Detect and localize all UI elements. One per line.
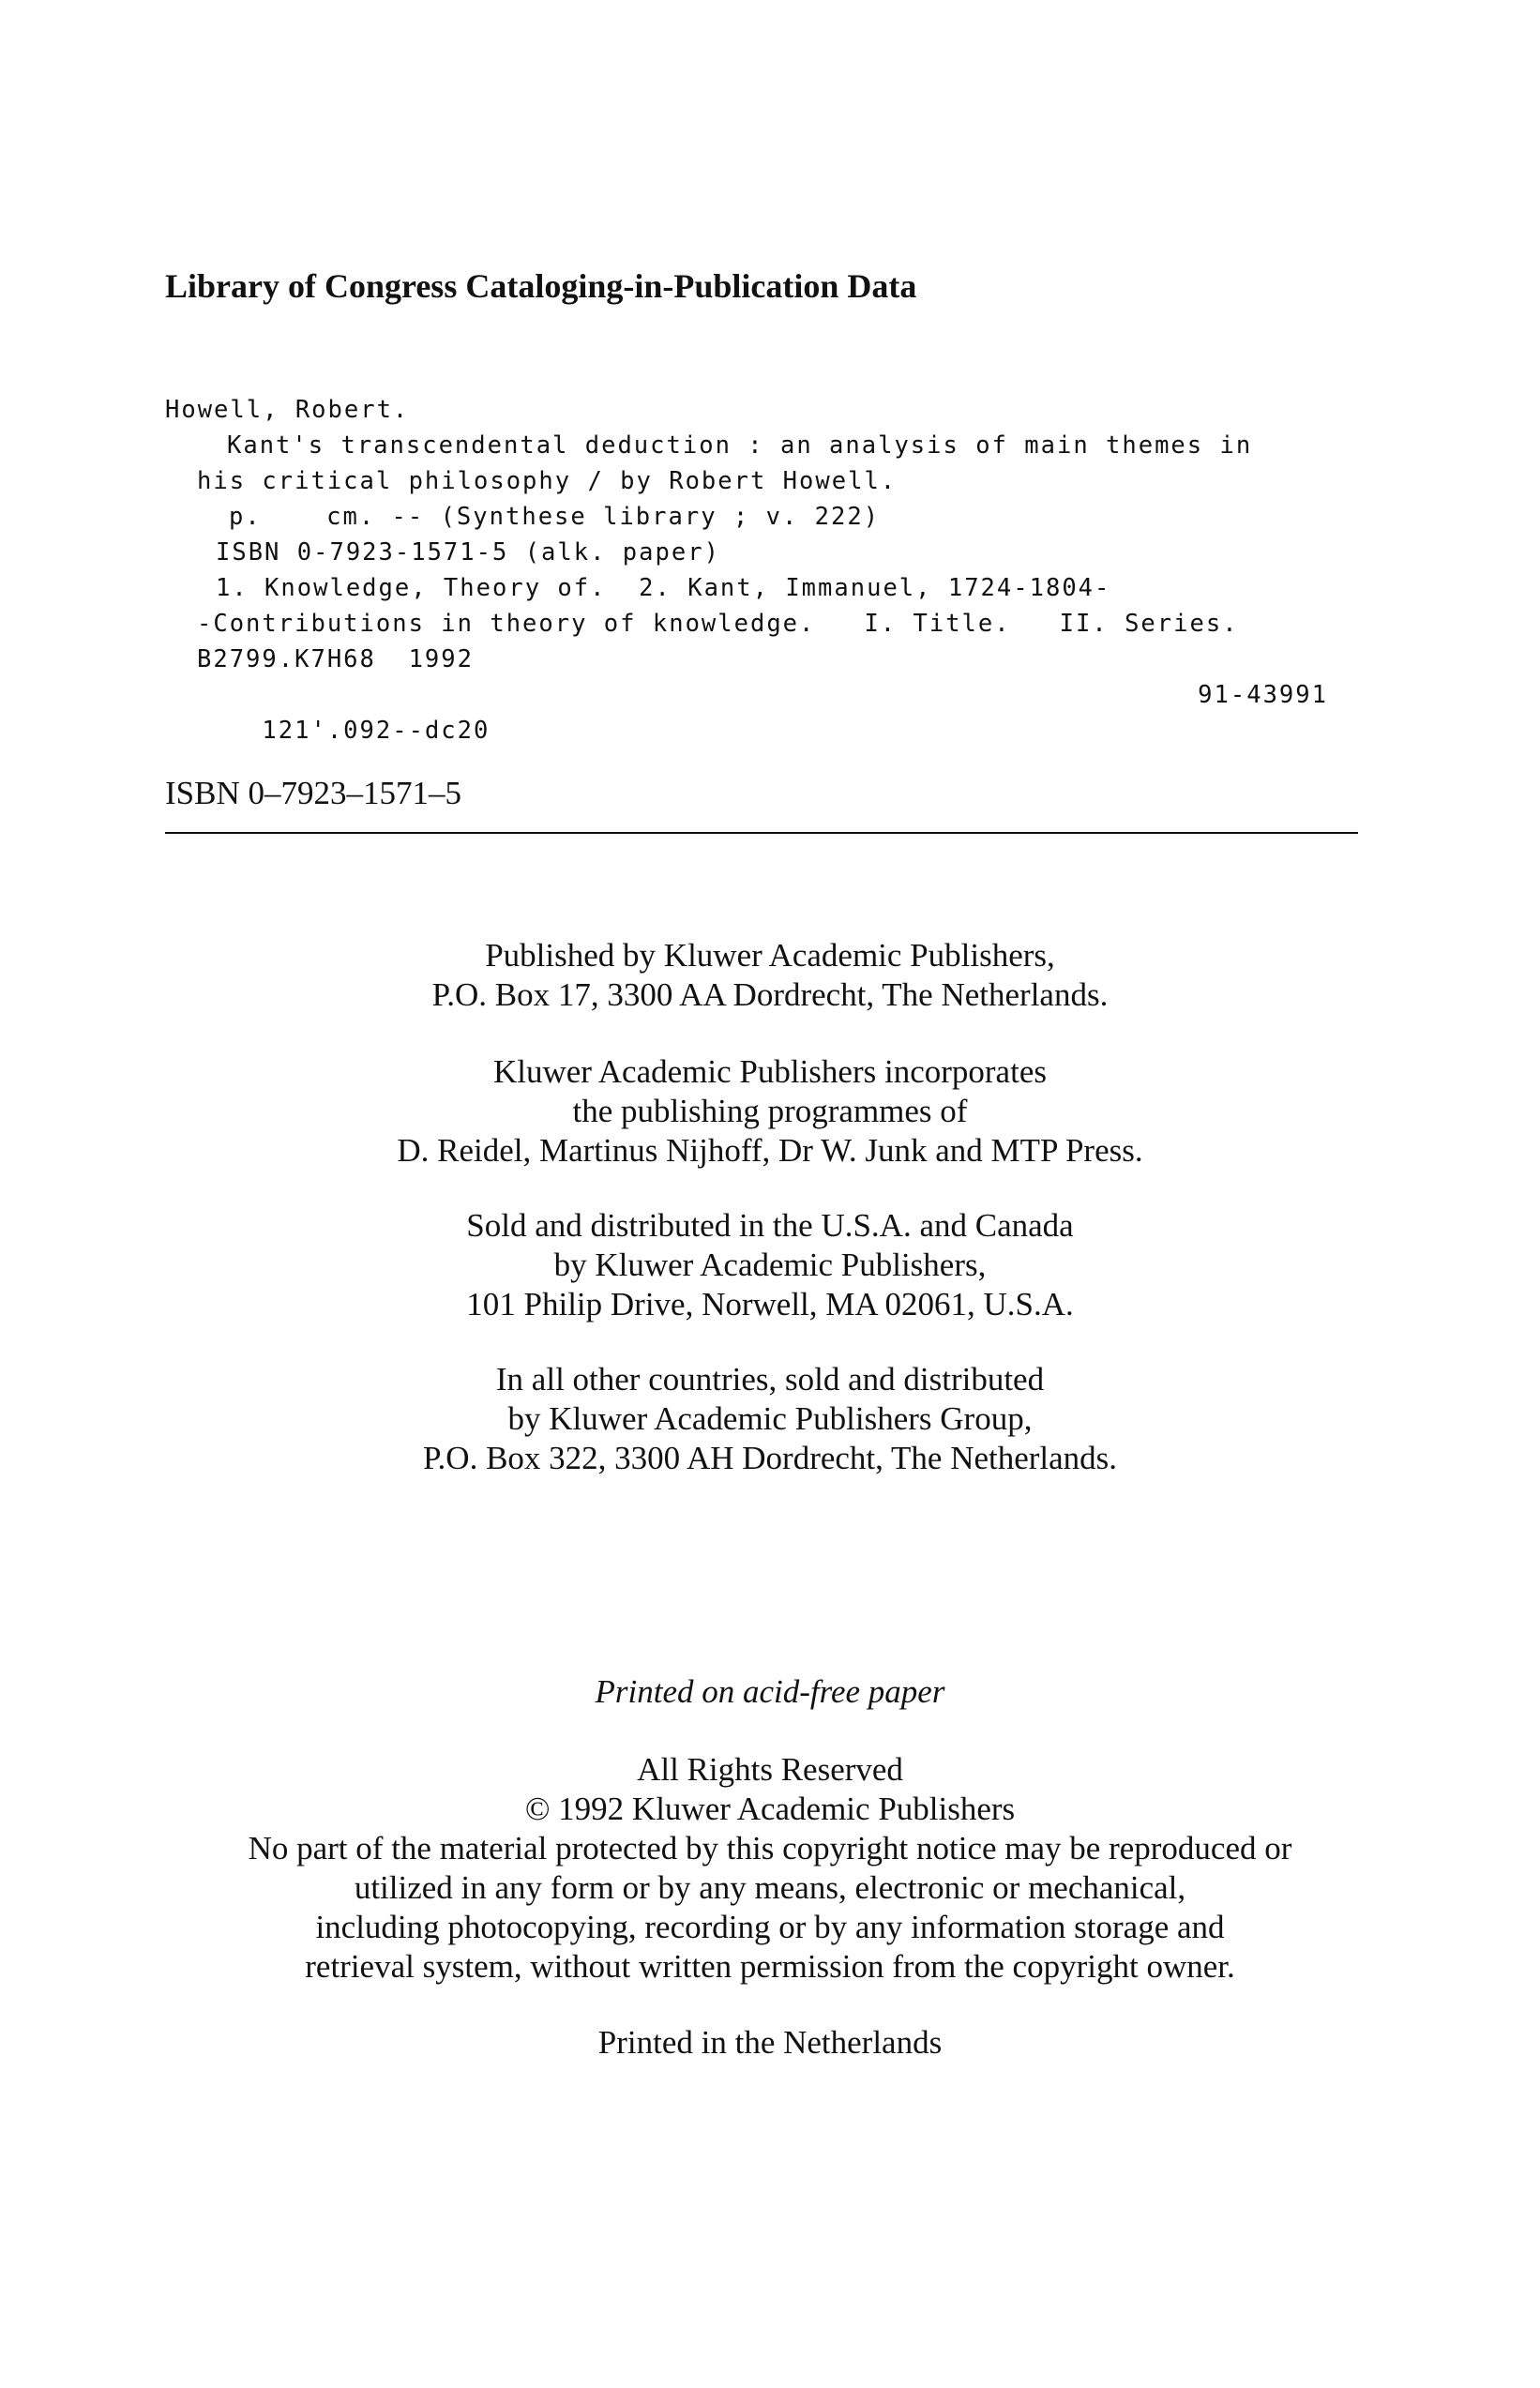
publisher-line: Published by Kluwer Academic Publishers, [485, 937, 1055, 974]
rights-reserved: All Rights Reserved [637, 1751, 903, 1788]
cip-subjects-line-continued: -Contributions in theory of knowledge. I. Title. II. Series. [197, 610, 1239, 638]
cip-isbn-line: ISBN 0-7923-1571-5 (alk. paper) [216, 538, 720, 567]
rights-text-line: retrieval system, without written permission from the copyright owner. [305, 1948, 1235, 1985]
rights-text-line: utilized in any form or by any means, electronic or mechanical, [354, 1869, 1186, 1906]
distribution-other-block [165, 1360, 1375, 1478]
cip-heading: Library of Congress Cataloging-in-Publication Data [165, 267, 917, 305]
copyright-line: © 1992 Kluwer Academic Publishers [524, 1791, 1016, 1827]
cip-author-line: Howell, Robert. [165, 396, 410, 424]
cip-dewey: 121'.092--dc20 [262, 717, 491, 745]
programmes-line: Kluwer Academic Publishers incorporates [493, 1053, 1047, 1090]
programmes-line: the publishing programmes of [572, 1093, 968, 1129]
printed-in-notice [165, 2023, 1375, 2063]
rights-text-line: No part of the material protected by this copyright notice may be reproduced or [248, 1830, 1292, 1867]
publisher-line: P.O. Box 17, 3300 AA Dordrecht, The Netherlands. [431, 976, 1109, 1013]
cip-call-number-line: B2799.K7H68 1992 [197, 645, 474, 673]
rights-text-line: including photocopying, recording or by any information storage and [315, 1909, 1225, 1945]
cip-title-line-continued: his critical philosophy / by Robert Howell. [197, 467, 898, 495]
divider-rule [165, 832, 1358, 834]
publisher-block [165, 936, 1375, 1015]
distribution-usa-line: 101 Philip Drive, Norwell, MA 02061, U.S.A. [466, 1286, 1074, 1322]
distribution-other-line: P.O. Box 322, 3300 AH Dordrecht, The Netherlands. [422, 1440, 1118, 1476]
isbn: ISBN 0–7923–1571–5 [165, 775, 461, 811]
distribution-usa-block [165, 1206, 1375, 1324]
programmes-block [165, 1052, 1375, 1171]
distribution-usa-line: by Kluwer Academic Publishers, [553, 1247, 987, 1283]
cip-title-line: Kant's transcendental deduction : an analysis of main themes in [227, 431, 1253, 460]
cip-record [165, 392, 1328, 745]
distribution-other-line: by Kluwer Academic Publishers Group, [507, 1400, 1033, 1437]
acid-free-notice [165, 1672, 1375, 1712]
cip-lccn: 91-43991 [1198, 681, 1328, 709]
cip-dewey-line [165, 677, 1328, 745]
programmes-line: D. Reidel, Martinus Nijhoff, Dr W. Junk and MTP Press. [397, 1132, 1143, 1169]
printed-in-text: Printed in the Netherlands [597, 2024, 943, 2061]
cip-subjects-line: 1. Knowledge, Theory of. 2. Kant, Immanuel, 1724-1804- [216, 574, 1111, 602]
copyright-notice [165, 1750, 1375, 1987]
cip-collation-line: p. cm. -- (Synthese library ; v. 222) [229, 503, 881, 531]
distribution-other-line: In all other countries, sold and distributed [495, 1361, 1045, 1398]
distribution-usa-line: Sold and distributed in the U.S.A. and Canada [466, 1207, 1074, 1244]
acid-free-text: Printed on acid-free paper [595, 1673, 945, 1710]
